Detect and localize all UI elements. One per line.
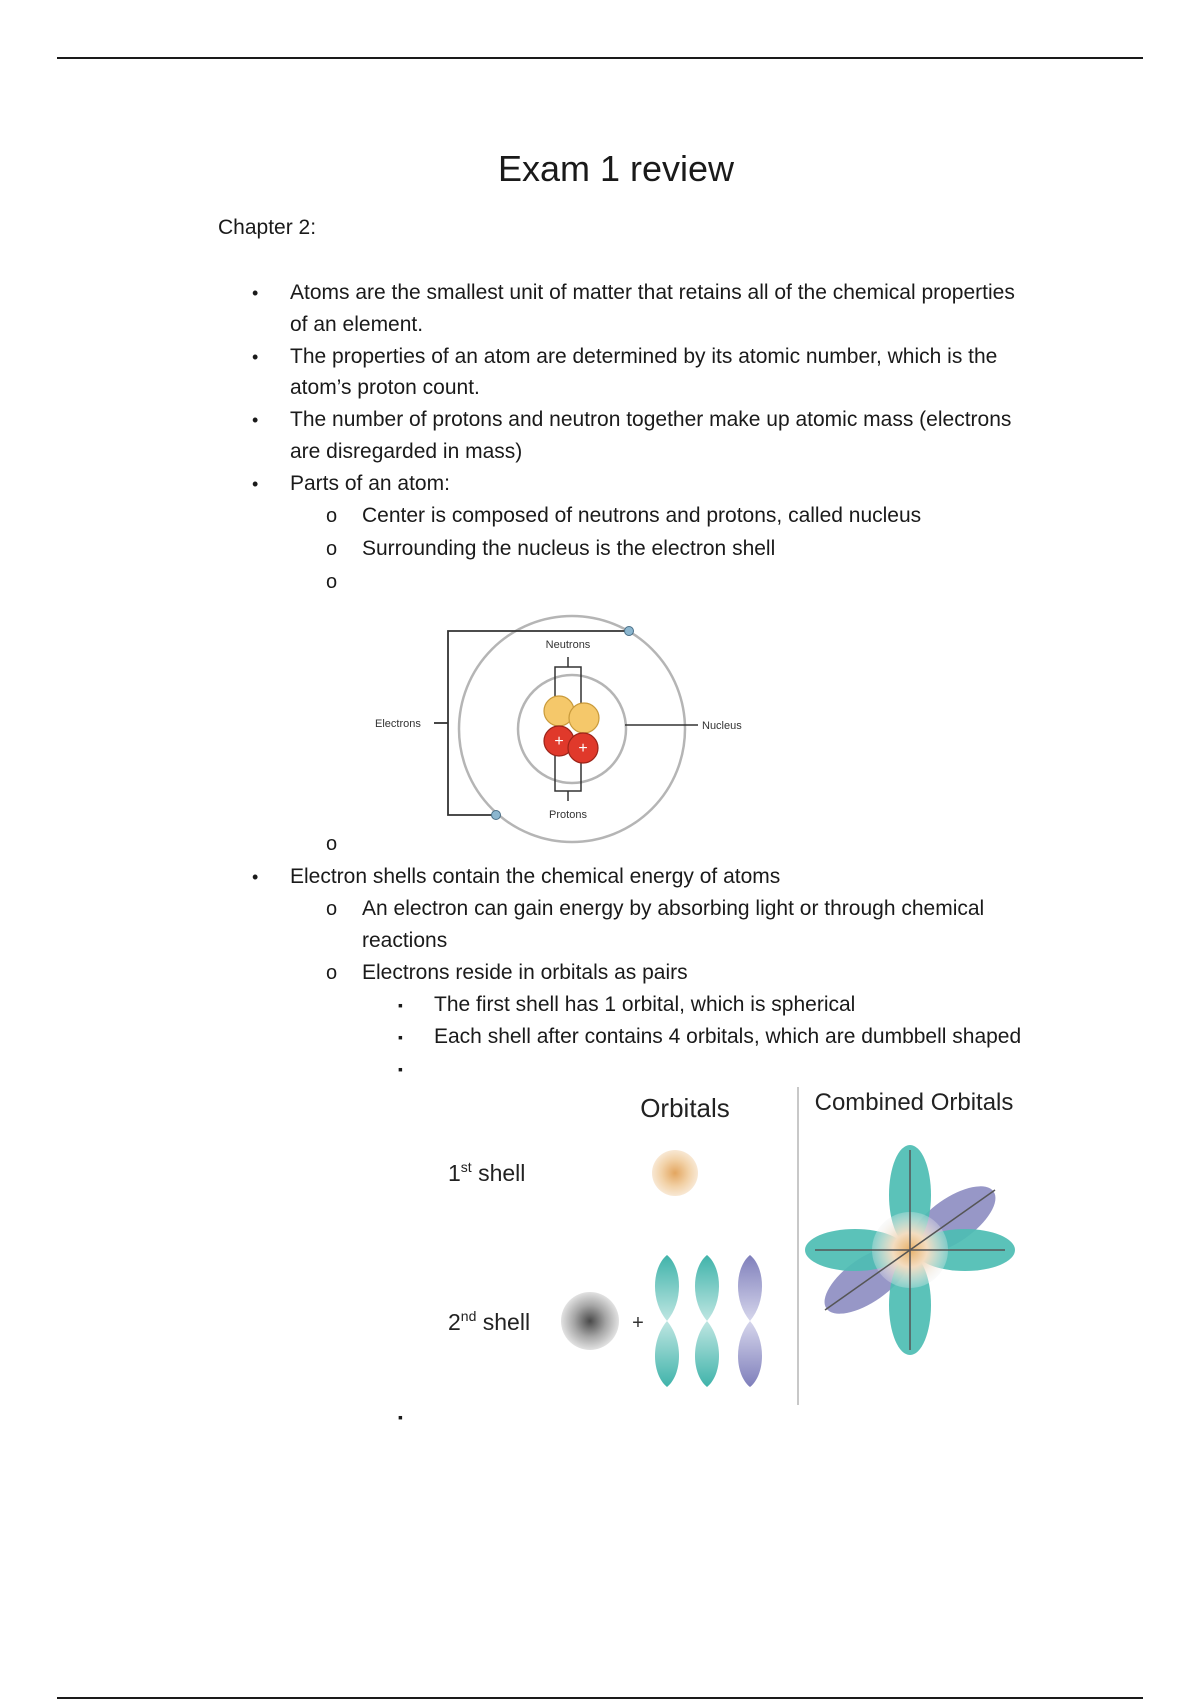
bullet-disc: • [252, 474, 259, 494]
bullet-circle: o [326, 833, 338, 855]
bullet-square: ▪ [398, 1061, 403, 1077]
combined-orbitals-graphic [805, 1145, 1015, 1355]
second-shell-label: 2nd shell [448, 1308, 531, 1335]
bullet-disc: • [252, 283, 259, 303]
atom-diagram [365, 605, 755, 855]
list-item-gain-energy-cont: reactions [362, 929, 448, 952]
combined-orbitals-title: Combined Orbitals [814, 1089, 1014, 1116]
plus-sign: + [554, 733, 564, 750]
bullet-circle: o [326, 898, 338, 920]
list-item-gain-energy: An electron can gain energy by absorbing light or through chemical [362, 897, 985, 920]
s-orbital-2 [561, 1292, 619, 1350]
electron-shell-inner [518, 675, 626, 783]
page-title: Exam 1 review [497, 148, 735, 189]
neutrons-label: Neutrons [545, 639, 591, 651]
bullet-square: ▪ [398, 1029, 403, 1045]
bullet-circle: o [326, 962, 338, 984]
orbitals-title: Orbitals [640, 1093, 730, 1123]
list-item-orbitals-pairs: Electrons reside in orbitals as pairs [362, 961, 688, 984]
bullet-square: ▪ [398, 1409, 403, 1425]
list-item-atoms: Atoms are the smallest unit of matter that retains all of the chemical properties [290, 281, 1015, 304]
plus-sign: + [632, 1312, 644, 1334]
p-orbital-y [695, 1255, 719, 1387]
first-shell-label: 1st shell [448, 1159, 526, 1186]
protons-label: Protons [549, 809, 587, 821]
list-item-mass: The number of protons and neutron together make up atomic mass (electrons [290, 408, 1012, 431]
bullet-disc: • [252, 410, 259, 430]
nucleus-label: Nucleus [702, 720, 742, 732]
list-item-properties: The properties of an atom are determined by its atomic number, which is the [290, 345, 998, 368]
list-item-mass-cont: are disregarded in mass) [290, 440, 523, 463]
p-orbital-z [738, 1255, 762, 1387]
header-rule [57, 57, 1143, 59]
footer-rule [57, 1697, 1143, 1699]
p-orbital-x [655, 1255, 679, 1387]
plus-sign: + [578, 740, 588, 757]
list-item-parts: Parts of an atom: [290, 472, 450, 495]
list-item-each-shell: Each shell after contains 4 orbitals, which are dumbbell shaped [434, 1025, 1022, 1048]
list-item-surrounding: Surrounding the nucleus is the electron shell [362, 537, 776, 560]
chapter-heading: Chapter 2: [218, 216, 317, 239]
electron-dot [492, 811, 501, 820]
list-item-atoms-cont: of an element. [290, 313, 424, 336]
bullet-circle: o [326, 505, 338, 527]
orbitals-diagram [430, 1075, 1040, 1410]
neutron [569, 703, 599, 733]
list-item-first-shell: The first shell has 1 orbital, which is spherical [434, 993, 856, 1016]
list-item-center: Center is composed of neutrons and protons, called nucleus [362, 504, 922, 527]
bullet-disc: • [252, 867, 259, 887]
bullet-circle: o [326, 538, 338, 560]
list-item-properties-cont: atom’s proton count. [290, 376, 480, 399]
bullet-disc: • [252, 347, 259, 367]
s-orbital-1 [652, 1150, 698, 1196]
list-item-shells: Electron shells contain the chemical energy of atoms [290, 865, 781, 888]
bullet-circle: o [326, 571, 338, 593]
electrons-label: Electrons [375, 718, 421, 730]
bullet-square: ▪ [398, 997, 403, 1013]
electron-dot [625, 627, 634, 636]
